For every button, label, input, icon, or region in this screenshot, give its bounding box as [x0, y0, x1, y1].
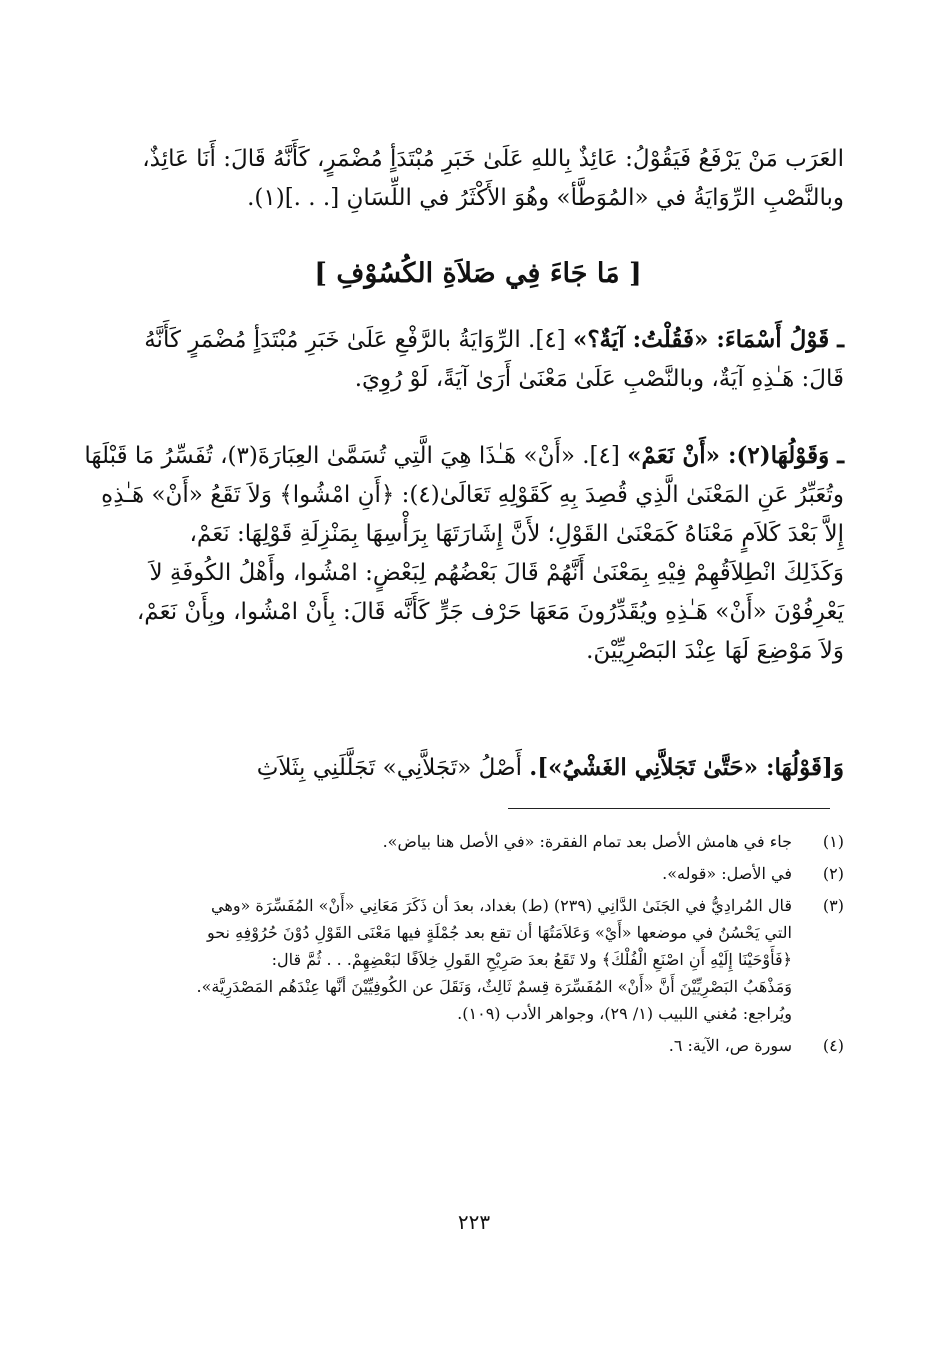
footnote-line: ويُراجع: مُغني اللبيب (١/ ٢٩)، وجواهر الأدب (١٠٩).	[457, 1004, 792, 1023]
text-line: وبالنَّصْبِ الرِّوَايَةُ في «المُوَطَّأ» وهُوَ الأَكْثَرُ في اللِّسَانِ [. . .](١).	[247, 185, 844, 211]
text-line: إِلاَّ بَعْدَ كَلاَمٍ مَعْنَاهُ كَمَعْنَىٰ القَوْلِ؛ لأَنَّ إِشَارَتَهَا بِرَأْسِهَا بِمَنْزِلَةِ قَوْلِهَا: نَعَمْ،	[189, 521, 844, 547]
text-line: وتُعَبِّرُ عَنِ المَعْنَىٰ الَّذِي قُصِدَ بِهِ كَقَوْلِهِ تَعَالَىٰ(٤): ﴿أَنِ امْشُوا﴾ وَلاَ تَقَعُ «أَنْ» هَـٰذِهِ	[101, 482, 844, 508]
page-number: ٢٢٣	[457, 1210, 491, 1234]
paragraph-lead: وَ[قَوْلُهَا: «حَتَّىٰ تَجَلاَّنِي الغَشْيُ»].	[529, 754, 844, 781]
text-line: وَلاَ مَوْضِعَ لَهَا عِنْدَ البَصْرِيِّيْنَ.	[586, 638, 844, 664]
footnote-line: التي يَحْسُنُ في موضعها «أَيْ» وَعَلاَمَتُهَا أن تقع بعد جُمْلَةٍ فيها مَعْنَى القَوْلِ دُوْنَ حُرُوْفِهِ نحو	[206, 923, 792, 942]
text-line: قَالَ: هَـٰذِهِ آيَةٌ، وبالنَّصْبِ عَلَىٰ مَعْنَىٰ أَرَىٰ آيَةً، لَوْ رُوِيَ.	[354, 366, 844, 392]
text-line	[84, 436, 844, 476]
paragraph-an-naam	[84, 436, 844, 671]
text-line: العَرَب مَنْ يَرْفَعُ فَيَقُوْلُ: عَائِذٌ بِاللهِ عَلَىٰ خَبَرِ مُبْتَدَأٍ مُضْمَرٍ، كَأَنَّهُ قَالَ: أَنَا عَائِذٌ،	[142, 146, 844, 172]
section-heading: [ مَا جَاءَ فِي صَلاَةِ الكُسُوْفِ ]	[314, 258, 642, 289]
footnote-number: (٣)	[822, 896, 844, 915]
text-line: يَعْرِفُوْنَ «أَنْ» هَـٰذِهِ ويُقَدِّرُونَ مَعَهَا حَرْف جَرٍّ كَأَنَّه قَالَ: بِأَنْ امْشُوا، وبِأَنْ نَعَمْ،	[136, 599, 844, 625]
footnote-line: قال المُرادِيُّ في الجَنَىٰ الدَّانِي (٢٣٩) (ط) بغداد، بعدَ أن ذَكَرَ مَعَانِي «أَنْ» المُفَسِّرَة «وهي	[211, 896, 792, 915]
paragraph-tajallani	[112, 748, 844, 788]
footnote-divider	[508, 808, 830, 809]
footnote	[112, 1032, 844, 1059]
paragraph-lead: ـ قَوْلُ أَسْمَاءَ: «فَقُلْتُ: آيَةٌ؟»	[572, 326, 844, 353]
paragraph-asma	[112, 320, 844, 399]
footnote-line: ﴿فَأَوْحَيْنَا إِلَيْهِ أَنِ اصْنَعِ الْفُلْكَ﴾ ولا تَقَعُ بعدَ صَرِيْحِ القَولِ خِلاَفًا لبَعْضِهِمْ. . . ثُمَّ قال:	[271, 950, 792, 969]
footnote-line: جاء في هامش الأصل بعد تمام الفقرة: «في الأصل هنا بياض».	[382, 832, 792, 851]
footnote-line: سورة ص، الآية: ٦.	[668, 1036, 792, 1055]
footnote-line: في الأصل: «قوله».	[662, 864, 792, 883]
footnote-number: (١)	[822, 832, 844, 851]
paragraph-text: [٤]. «أَنْ» هَـٰذَا هِيَ الَّتِي تُسَمَّىٰ العِبَارَةَ(٣)، تُفَسِّرُ مَا قَبْلَهَا	[84, 443, 628, 469]
intro-paragraph	[112, 140, 844, 218]
footnote-line: وَمَذْهَبُ البَصْرِيِّيْنَ أَنَّ «أَنْ» المُفَسِّرَة قِسمٌ ثَالِثٌ، وَنَقَلَ عن الكُوفِيِّيْنَ أنَّها عِنْدَهُم المَصْدَرِيَّة».	[196, 977, 792, 996]
paragraph-text: أَصْلُ «تَجَلاَّنِي» تَجَلَّلَنِي بِثَلاَثِ	[256, 755, 530, 781]
paragraph-lead: ـ وَقَوْلُهَا(٢): «أَنْ نَعَمْ»	[627, 442, 844, 469]
text-line: وَكَذَلِكَ انْطِلاَقُهِمْ فِيْهِ بِمَعْنَىٰ أَنَّهُمْ قَالَ بَعْضُهُم لِبَعْضٍ: امْشُوا، وأَهْلُ الكُوفَةِ لاَ	[149, 560, 844, 586]
footnote-number: (٢)	[822, 864, 844, 883]
text-line	[112, 748, 844, 788]
footnote	[112, 860, 844, 887]
footnote	[112, 828, 844, 855]
footnotes	[112, 828, 844, 1064]
paragraph-text: [٤]. الرِّوَايَةُ بالرَّفْعِ عَلَىٰ خَبَرِ مُبْتَدَأٍ مُضْمَرٍ كَأَنَّهُ	[144, 327, 573, 353]
text-line	[112, 320, 844, 360]
footnote	[112, 892, 844, 1027]
footnote-number: (٤)	[822, 1036, 844, 1055]
